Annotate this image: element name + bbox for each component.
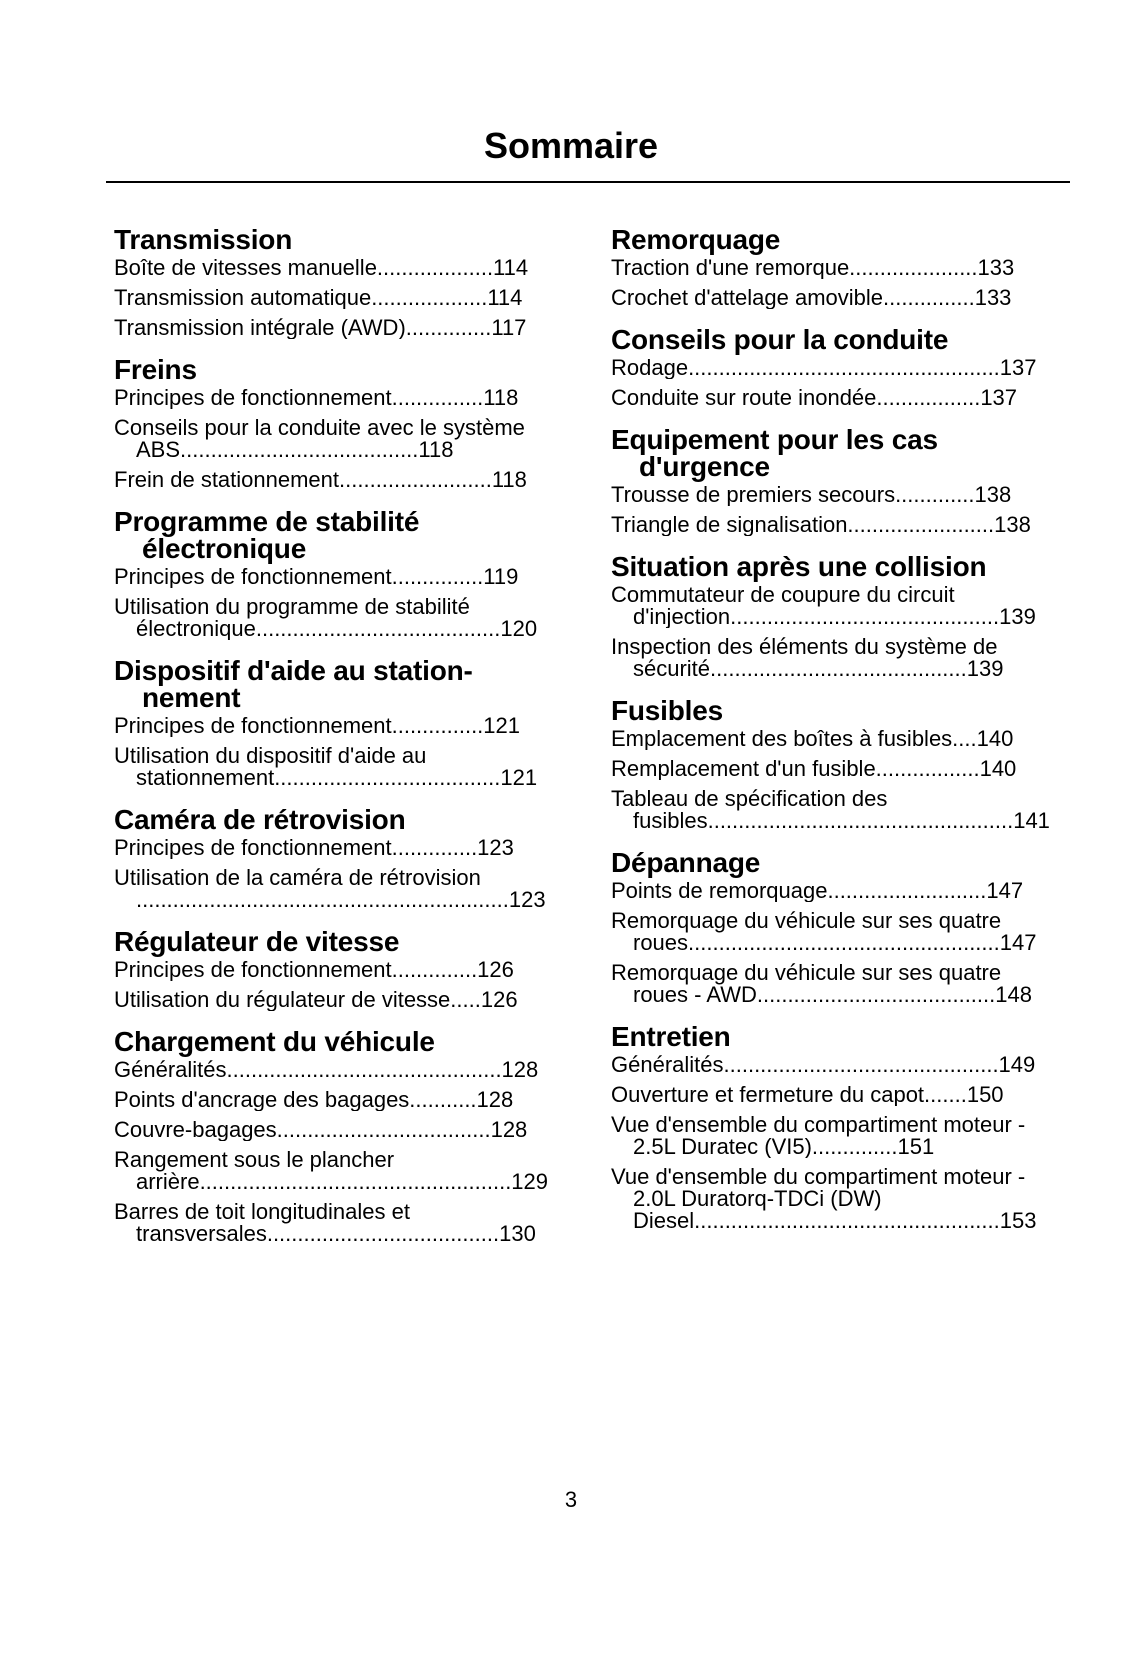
toc-entry[interactable] bbox=[611, 357, 1061, 379]
toc-entry-text: Généralités.............................................149 bbox=[611, 1054, 1036, 1076]
toc-entry[interactable] bbox=[611, 584, 1061, 628]
toc-entry[interactable] bbox=[114, 417, 564, 461]
toc-entry[interactable] bbox=[114, 469, 564, 491]
toc-entry-text: Principes de fonctionnement...............121 bbox=[114, 715, 521, 737]
toc-entry-text: Conduite sur route inondée.................137 bbox=[611, 387, 1018, 409]
toc-entry-text: Principes de fonctionnement..............123 bbox=[114, 837, 514, 859]
toc-entry[interactable] bbox=[611, 257, 1061, 279]
toc-entry[interactable] bbox=[114, 837, 564, 859]
toc-entry-text: Frein de stationnement.........................118 bbox=[114, 469, 527, 491]
toc-entry[interactable] bbox=[114, 317, 564, 339]
toc-entry-text: Rangement sous le plancher arrière...................................................129 bbox=[114, 1149, 549, 1193]
toc-section-remorquage bbox=[611, 226, 1061, 309]
toc-entry[interactable] bbox=[611, 636, 1061, 680]
toc-entry[interactable] bbox=[611, 910, 1061, 954]
title-divider bbox=[106, 181, 1070, 183]
toc-section-chargement bbox=[114, 1028, 564, 1245]
toc-entry-text: Barres de toit longitudinales et transversales......................................130 bbox=[114, 1201, 536, 1245]
toc-entry-text: Traction d'une remorque.....................133 bbox=[611, 257, 1015, 279]
toc-entry-text: Transmission automatique...................114 bbox=[114, 287, 523, 309]
toc-section-conseils bbox=[611, 326, 1061, 409]
toc-entry-text: Principes de fonctionnement...............118 bbox=[114, 387, 519, 409]
toc-entry[interactable] bbox=[611, 880, 1061, 902]
toc-section-collision bbox=[611, 553, 1061, 680]
section-title: Dispositif d'aide au station-nement bbox=[114, 655, 473, 713]
toc-entry-text: Vue d'ensemble du compartiment moteur - 2.0L Duratorq-TDCi (DW) Diesel..................................................153 bbox=[611, 1166, 1037, 1232]
section-title: Conseils pour la conduite bbox=[611, 324, 949, 355]
toc-entry-text: Points d'ancrage des bagages...........128 bbox=[114, 1089, 514, 1111]
toc-entry-text: Boîte de vitesses manuelle...................114 bbox=[114, 257, 529, 279]
toc-section-urgence bbox=[611, 426, 1061, 536]
toc-entry[interactable] bbox=[611, 1166, 1061, 1232]
toc-entry[interactable] bbox=[611, 514, 1061, 536]
section-title: Entretien bbox=[611, 1021, 731, 1052]
toc-entry[interactable] bbox=[114, 715, 564, 737]
toc-entry-text: Utilisation de la caméra de rétrovision .............................................................123 bbox=[114, 867, 546, 911]
toc-entry[interactable] bbox=[114, 745, 564, 789]
toc-entry-text: Utilisation du dispositif d'aide au stationnement.....................................121 bbox=[114, 745, 538, 789]
toc-entry-text: Principes de fonctionnement..............126 bbox=[114, 959, 514, 981]
toc-entry[interactable] bbox=[114, 867, 564, 911]
toc-entry[interactable] bbox=[611, 1114, 1061, 1158]
toc-entry[interactable] bbox=[114, 1119, 564, 1141]
section-title: Caméra de rétrovision bbox=[114, 804, 406, 835]
section-title: Remorquage bbox=[611, 224, 781, 255]
toc-entry-text: Utilisation du régulateur de vitesse.....126 bbox=[114, 989, 518, 1011]
toc-entry-text: Trousse de premiers secours.............138 bbox=[611, 484, 1012, 506]
toc-entry[interactable] bbox=[114, 989, 564, 1011]
toc-section-regulateur bbox=[114, 928, 564, 1011]
toc-entry-text: Points de remorquage..........................147 bbox=[611, 880, 1024, 902]
toc-entry-text: Ouverture et fermeture du capot.......150 bbox=[611, 1084, 1004, 1106]
toc-left-column bbox=[114, 226, 564, 1262]
toc-entry-text: Commutateur de coupure du circuit d'injection............................................139 bbox=[611, 584, 1036, 628]
toc-entry-text: Remorquage du véhicule sur ses quatre roues...................................................147 bbox=[611, 910, 1037, 954]
toc-entry[interactable] bbox=[611, 1084, 1061, 1106]
toc-entry[interactable] bbox=[114, 959, 564, 981]
section-title: Fusibles bbox=[611, 695, 723, 726]
section-title: Programme de stabilité électronique bbox=[114, 506, 420, 564]
toc-entry-text: Triangle de signalisation........................138 bbox=[611, 514, 1031, 536]
toc-entry[interactable] bbox=[114, 387, 564, 409]
toc-entry[interactable] bbox=[114, 1089, 564, 1111]
toc-section-freins bbox=[114, 356, 564, 491]
section-title: Transmission bbox=[114, 224, 293, 255]
toc-entry-text: Remorquage du véhicule sur ses quatre roues - AWD.......................................148 bbox=[611, 962, 1032, 1006]
toc-entry[interactable] bbox=[611, 758, 1061, 780]
toc-entry[interactable] bbox=[114, 257, 564, 279]
toc-right-column bbox=[611, 226, 1061, 1249]
toc-entry[interactable] bbox=[114, 1201, 564, 1245]
toc-entry[interactable] bbox=[114, 596, 564, 640]
section-title: Situation après une collision bbox=[611, 551, 987, 582]
toc-entry[interactable] bbox=[611, 387, 1061, 409]
toc-entry[interactable] bbox=[611, 728, 1061, 750]
section-title: Régulateur de vitesse bbox=[114, 926, 400, 957]
section-title: Freins bbox=[114, 354, 197, 385]
toc-entry-text: Transmission intégrale (AWD)..............117 bbox=[114, 317, 527, 339]
section-title: Dépannage bbox=[611, 847, 761, 878]
toc-section-depannage bbox=[611, 849, 1061, 1006]
toc-section-aide-stationnement bbox=[114, 657, 564, 789]
page-number: 3 bbox=[564, 1487, 578, 1512]
section-title: Equipement pour les cas d'urgence bbox=[611, 424, 938, 482]
toc-entry-text: Rodage...................................................137 bbox=[611, 357, 1037, 379]
toc-entry[interactable] bbox=[611, 788, 1061, 832]
toc-section-stabilite bbox=[114, 508, 564, 640]
toc-entry[interactable] bbox=[114, 1059, 564, 1081]
toc-entry-text: Principes de fonctionnement...............119 bbox=[114, 566, 519, 588]
toc-entry-text: Conseils pour la conduite avec le système ABS.......................................118 bbox=[114, 417, 525, 461]
toc-entry[interactable] bbox=[611, 287, 1061, 309]
toc-entry-text: Utilisation du programme de stabilité électronique........................................120 bbox=[114, 596, 538, 640]
toc-entry[interactable] bbox=[611, 484, 1061, 506]
toc-entry[interactable] bbox=[611, 1054, 1061, 1076]
toc-entry-text: Emplacement des boîtes à fusibles....140 bbox=[611, 728, 1014, 750]
toc-entry[interactable] bbox=[114, 287, 564, 309]
toc-section-camera bbox=[114, 806, 564, 911]
toc-entry-text: Crochet d'attelage amovible...............133 bbox=[611, 287, 1012, 309]
toc-entry-text: Remplacement d'un fusible.................140 bbox=[611, 758, 1017, 780]
toc-section-entretien bbox=[611, 1023, 1061, 1232]
toc-entry-text: Inspection des éléments du système de sécurité..........................................139 bbox=[611, 636, 1004, 680]
toc-entry[interactable] bbox=[114, 566, 564, 588]
page-title: Sommaire bbox=[483, 125, 659, 166]
toc-entry-text: Tableau de spécification des fusibles..................................................141 bbox=[611, 788, 1050, 832]
toc-entry-text: Généralités.............................................128 bbox=[114, 1059, 539, 1081]
toc-section-fusibles bbox=[611, 697, 1061, 832]
toc-entry-text: Vue d'ensemble du compartiment moteur - 2.5L Duratec (VI5)..............151 bbox=[611, 1114, 1026, 1158]
toc-section-transmission bbox=[114, 226, 564, 339]
toc-entry[interactable] bbox=[611, 962, 1061, 1006]
toc-entry[interactable] bbox=[114, 1149, 564, 1193]
toc-entry-text: Couvre-bagages...................................128 bbox=[114, 1119, 528, 1141]
section-title: Chargement du véhicule bbox=[114, 1026, 435, 1057]
